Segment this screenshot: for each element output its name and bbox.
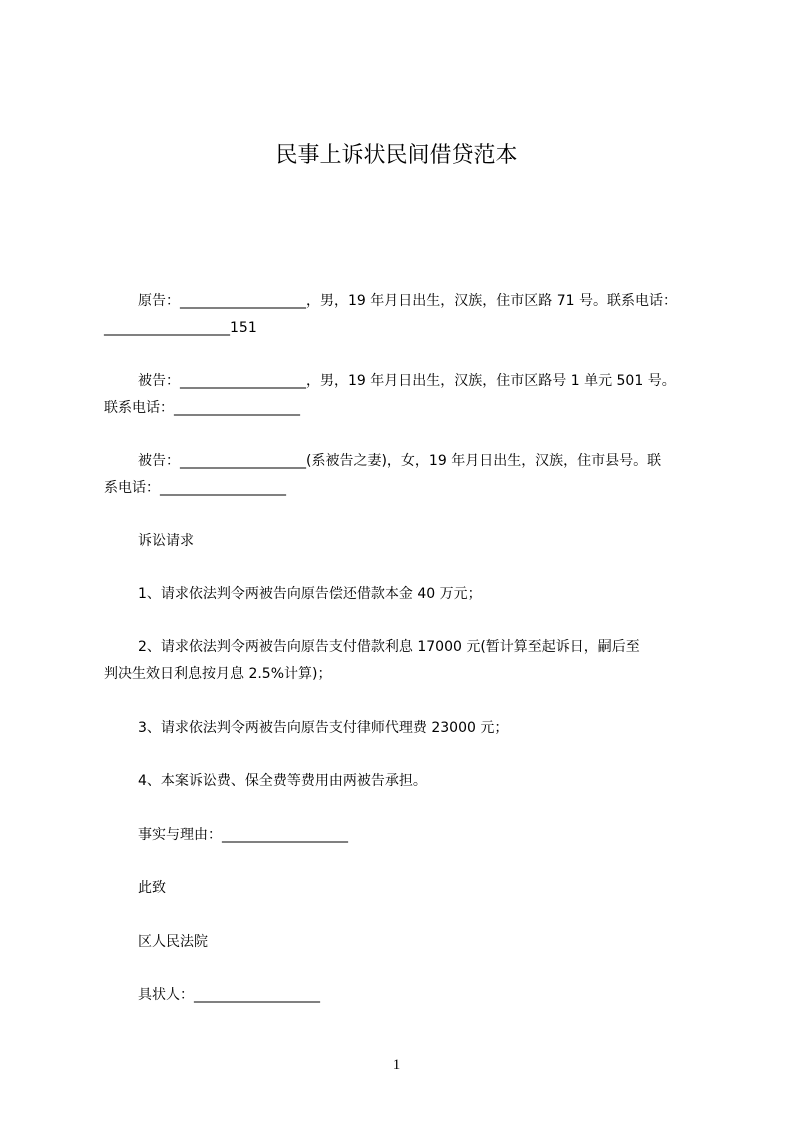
defendant-1-line-1: 被告：__________________，男，19 年月日出生，汉族，住市区路号 1 单元 501 号。 bbox=[138, 373, 676, 389]
claim-1: 1、请求依法判令两被告向原告偿还借款本金 40 万元； bbox=[138, 586, 482, 602]
defendant-1-paragraph bbox=[104, 368, 704, 422]
claims-heading: 诉讼请求 bbox=[138, 533, 194, 549]
plaintiff-line-2: __________________151 bbox=[104, 320, 257, 336]
claim-2-line-1: 2、请求依法判令两被告向原告支付借款利息 17000 元(暂计算至起诉日，嗣后至 bbox=[138, 639, 640, 655]
claim-2-paragraph bbox=[104, 634, 704, 688]
facts-and-reasons: 事实与理由：__________________ bbox=[138, 827, 348, 843]
closing-salutation: 此致 bbox=[138, 880, 166, 896]
claim-3: 3、请求依法判令两被告向原告支付律师代理费 23000 元； bbox=[138, 720, 509, 736]
plaintiff-paragraph bbox=[104, 288, 704, 342]
defendant-1-line-2: 联系电话：__________________ bbox=[104, 400, 300, 416]
signature-line: 具状人：__________________ bbox=[138, 987, 320, 1003]
defendant-2-paragraph bbox=[104, 448, 704, 502]
court-name: 区人民法院 bbox=[138, 934, 208, 950]
claim-4: 4、本案诉讼费、保全费等费用由两被告承担。 bbox=[138, 773, 427, 789]
defendant-2-line-1: 被告：__________________(系被告之妻)，女，19 年月日出生，汉族，住市县号。联 bbox=[138, 453, 662, 469]
document-title: 民事上诉状民间借贷范本 bbox=[275, 143, 518, 168]
page-number: 1 bbox=[392, 1057, 401, 1073]
defendant-2-line-2: 系电话：__________________ bbox=[104, 480, 286, 496]
claim-2-line-2: 判决生效日利息按月息 2.5%计算)； bbox=[104, 666, 332, 682]
plaintiff-line-1: 原告：__________________，男，19 年月日出生，汉族，住市区路 71 号。联系电话： bbox=[138, 293, 677, 309]
